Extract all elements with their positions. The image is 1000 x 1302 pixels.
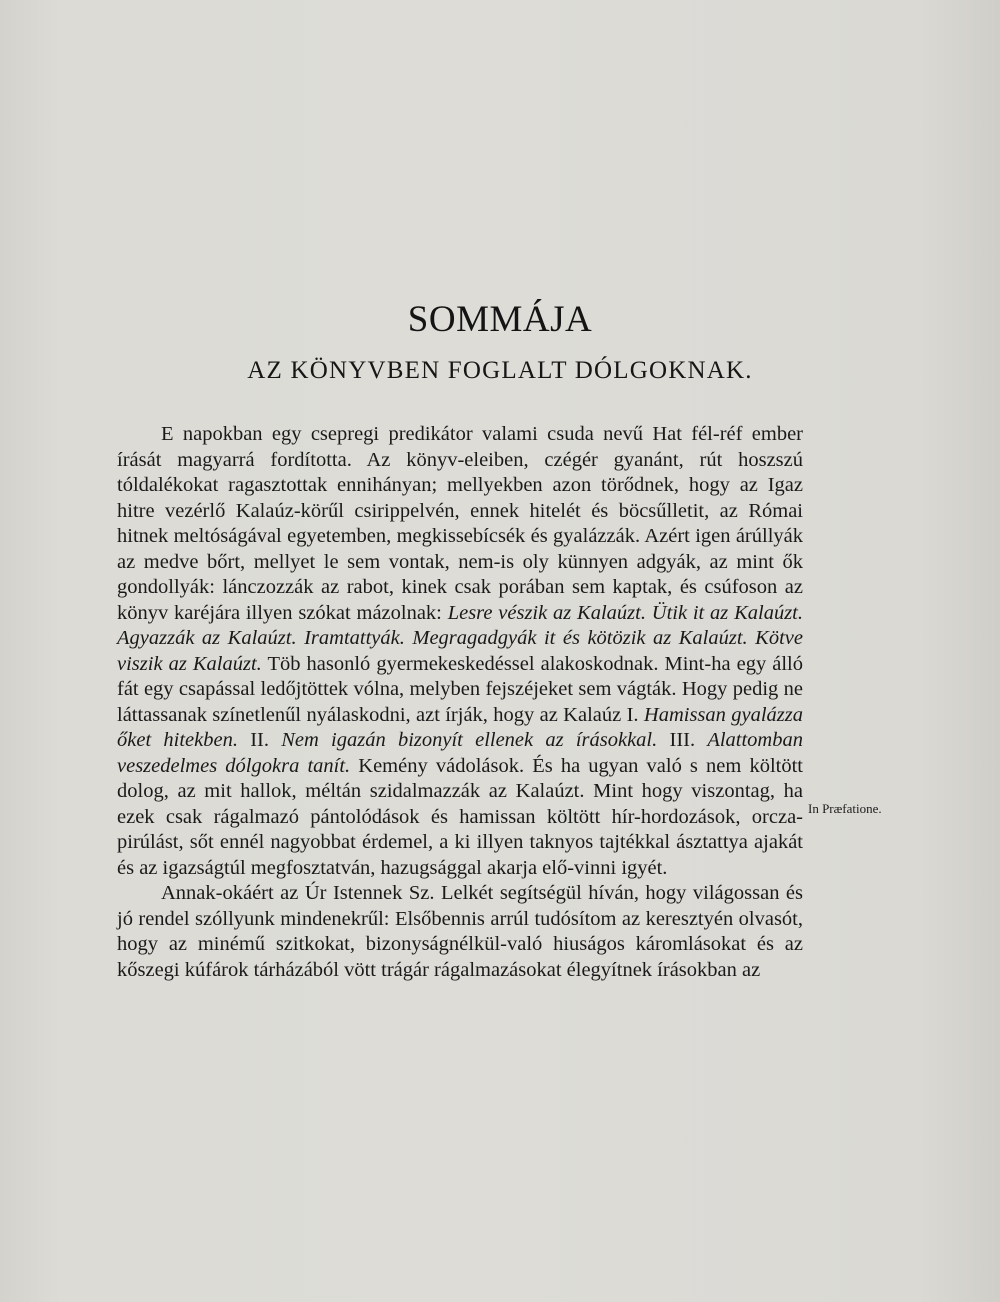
text-run: Annak-okáért az Úr Istennek Sz. Lelkét segítségül híván, hogy világossan és jó rendel szóllyunk mindenekrűl: Elsőbennis arrúl tudósítom az keresztyén olvasót, hogy az minémű szitkokat, bizonyságnélkül-való hiuságos káromlásokat és az kőszegi kúfárok tárházából vött trágár rágalmazásokat élegyítnek írásokban az <box>117 882 803 981</box>
text-run: II. <box>237 729 282 751</box>
page-title <box>0 298 1000 341</box>
italic-run: Lesre vészik az Kalaúzt. Ütik it az Kalaúzt. Agyazzák az Kalaúzt. Iramtattyák. Megragadgyák it és kötözik az Kalaúzt. Kötve viszik az Kalaúzt. <box>117 601 804 675</box>
body-text <box>117 422 803 983</box>
italic-run: Hamissan gyalázza őket hitekben. <box>117 703 804 751</box>
paragraph-2 <box>117 881 803 983</box>
text-run: III. <box>657 729 708 751</box>
italic-run: Nem igazán bizonyít ellenek az írásokkal. <box>281 729 658 751</box>
italic-run: Alattomban veszedelmes dólgokra tanít. <box>117 729 803 777</box>
text-run: Kemény vádolások. És ha ugyan való s nem költött dolog, az mit hallok, méltán szidalmazzák az Kalaúzt. Mint hogy viszontag, ha ezek csak rágalmazó pántolódások és hamissan költött hír-hordozások, orczapirúlást, sőt ennél nagyobbat érdemel, a ki illyen taknyos tajtékkal ásztattya ajakát és az igazságtúl megfosztatván, hazugsággal akarja elő-vinni igyét. <box>117 754 803 879</box>
marginal-note: In Præfatione. <box>808 801 882 816</box>
page-subtitle: AZ KÖNYVBEN FOGLALT DÓLGOKNAK. <box>247 357 753 384</box>
title-text: SOMMÁJA <box>407 299 593 340</box>
paragraph-1 <box>117 422 803 881</box>
text-run: Töb hasonló gyermekeskedéssel alakoskodnak. Mint-ha egy álló fát egy csapással ledőjtöttek vólna, melyben fejszéjeket sem vágták. Hogy pedig ne láttassanak színetlenűl nyálaskodni, azt írják, hogy az Kalaúz I. <box>117 652 803 726</box>
text-run: E napokban egy csepregi predikátor valami csuda nevű Hat fél-réf ember írását magyarrá fordította. Az könyv-eleiben, czégér gyanánt, rút hoszszú tóldalékokat ragasztottak ennihányan; mellyekben azon törődnek, hogy az Igaz hitre vezérlő Kalaúz-körűl csirippelvén, ennek hitelét és böcsűlletit, az Római hitnek meltóságával egyetemben, megkissebícsék és gyalázzák. Azért igen árúllyák az medve bőrt, mellyet le sem vontak, nem-is oly künnyen adgyák, az mint ők gondollyák: lánczozzák az rabot, kinek csak porában sem kaptak, és csúfoson az könyv karéjára illyen szókat mázolnak: <box>117 423 803 624</box>
